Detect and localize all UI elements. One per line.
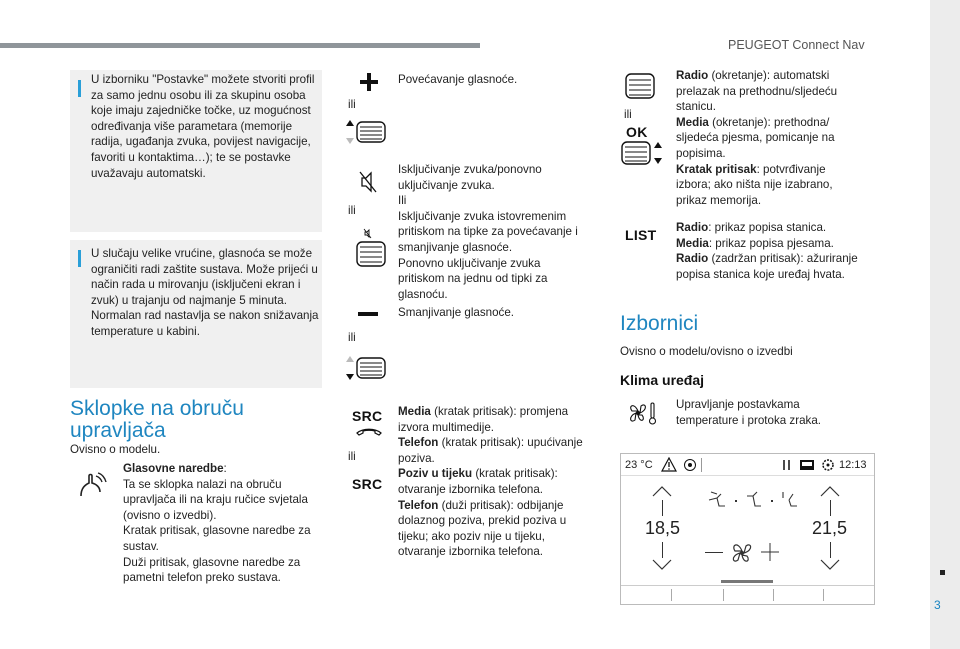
src-call-label: Poziv u tijeku: [398, 467, 473, 481]
media-text: (okretanje): prethodna/ sljedeća pjesma, pomicanje na popisima.: [676, 115, 835, 160]
src-description: [398, 404, 594, 560]
mute-speaker-icon: [358, 170, 378, 194]
voice-label: Glasovne naredbe: [123, 462, 224, 475]
scroll-wheel-ok-icon: [620, 140, 666, 166]
airflow-dot-2: [771, 500, 773, 502]
header-rule: [0, 43, 480, 48]
airflow-windshield-icon[interactable]: [777, 490, 799, 510]
list-radio2-text: (zadržan pritisak): ažuriranje popisa stanica koje uređaj hvata.: [676, 252, 858, 281]
menus-intro: Ovisno o modelu/ovisno o izvedbi: [620, 345, 793, 358]
airflow-dot-1: [735, 500, 737, 502]
src-tel1-text: (kratak pritisak): upućivanje poziva.: [398, 436, 583, 465]
info-note-2-bar: [78, 250, 81, 267]
temp-right: 21,5: [812, 518, 848, 538]
list-media-label: Media: [676, 236, 709, 250]
src-media-label: Media: [398, 405, 431, 418]
info-note-1-bar: [78, 80, 81, 97]
menu-handle[interactable]: [721, 580, 773, 583]
volume-up-text: Povećavanje glasnoće.: [398, 73, 518, 86]
radio-description: [676, 68, 862, 208]
temp-left-bar-top: [662, 500, 663, 516]
src-label-1: SRC: [352, 408, 383, 424]
list-label: LIST: [625, 227, 657, 243]
scroll-wheel-icon: [624, 72, 658, 100]
airflow-feet-icon[interactable]: [743, 490, 765, 510]
left-intro: Ovisno o modelu.: [70, 443, 161, 456]
list-radio-label: Radio: [676, 221, 709, 234]
kratak-text: : potvrđivanje izbora; ako ništa nije izabrano, prikaz memorija.: [676, 162, 833, 207]
menus-heading: Izbornici: [620, 312, 699, 335]
clima-description: Upravljanje postavkama temperature i protoka zraka.: [676, 398, 821, 427]
fan-down-icon[interactable]: [705, 552, 723, 553]
minus-icon: [357, 310, 379, 318]
voice-text-3: Duži pritisak, glasovne naredbe za pametni telefon preko sustava.: [123, 555, 301, 585]
scroll-wheel-down-icon: [346, 354, 388, 382]
heading-line-1: Sklopke na obruču: [70, 397, 244, 420]
temp-left-bar-bottom: [662, 542, 663, 558]
temp-left-up-icon[interactable]: [651, 484, 673, 498]
or-label-1: ili: [348, 98, 356, 111]
temp-right-bar-top: [830, 500, 831, 516]
or-label-3: ili: [348, 331, 356, 344]
src-label-2: SRC: [352, 476, 383, 492]
scroll-wheel-mute-icon: [355, 228, 389, 270]
fan-thermometer-icon: [626, 400, 658, 426]
src-media-text: (kratak pritisak): promjena izvora multimedije.: [398, 405, 569, 434]
signal-icon: [781, 458, 793, 472]
outside-temp: 23 °C: [625, 459, 653, 471]
scroll-wheel-up-icon: [346, 118, 388, 146]
fan-up-icon[interactable]: [761, 543, 779, 561]
bottom-tab-divider-2: [723, 589, 724, 601]
airflow-face-icon[interactable]: [705, 490, 727, 510]
voice-text-2: Kratak pritisak, glasovne naredbe za sustav.: [123, 524, 311, 553]
plus-icon: [359, 72, 379, 92]
phone-handset-icon: [355, 427, 383, 437]
header-title: PEUGEOT Connect Nav: [728, 38, 865, 52]
info-note-1-text: U izborniku "Postavke" možete stvoriti profil za samo jednu osobu ili za skupinu osoba koje imaju zajedničke točke, uz mogućnost određivanja više parametara (memorije radija, ugađanja zvuka, povijest navigacije, favoriti u kontaktima…); te se postavke uvažavaju automatski.: [91, 73, 315, 180]
warning-icon: [661, 457, 677, 472]
temp-right-up-icon[interactable]: [819, 484, 841, 498]
status-divider: [701, 458, 702, 472]
temp-left-down-icon[interactable]: [651, 558, 673, 572]
bottom-tab-divider-3: [773, 589, 774, 601]
radio-label: Radio: [676, 69, 709, 82]
or-label-2: ili: [348, 204, 356, 217]
section-heading-steering-switches: [70, 398, 244, 442]
voice-text-1: Ta se sklopka nalazi na obruču upravljača ili na kraju ručice svjetala (ovisno o izvedbi).: [123, 477, 308, 522]
settings-icon: [821, 458, 835, 472]
list-media-text: : prikaz popisa pjesama.: [708, 236, 834, 250]
kratak-label: Kratak pritisak: [676, 162, 757, 176]
clock: 12:13: [839, 459, 867, 471]
list-radio2-label: Radio: [676, 252, 709, 266]
mute-description: Isključivanje zvuka/ponovno uključivanje zvuka. Ili Isključivanje zvuka istovremenim pritiskom na tipke za povećavanje i smanjivanje glasnoće. Ponovno uključivanje zvuka pritiskom na jednu od tipki za glasnoću.: [398, 163, 578, 301]
clima-heading: Klima uređaj: [620, 372, 705, 388]
climate-screen: [620, 453, 875, 605]
side-strip: [930, 0, 960, 649]
voice-command-icon: [76, 470, 110, 500]
src-tel2-label: Telefon: [398, 498, 439, 512]
phone-screen-icon: [799, 458, 815, 472]
media-label: Media: [676, 115, 709, 129]
temp-left: 18,5: [645, 518, 681, 538]
heading-line-2: upravljača: [70, 419, 166, 442]
bottom-tab-divider-4: [823, 589, 824, 601]
page-marker-square: [940, 570, 945, 575]
fan-icon: [729, 540, 755, 566]
ok-label: OK: [626, 124, 648, 140]
temp-right-bar-bottom: [830, 542, 831, 558]
list-radio-text: : prikaz popisa stanica.: [708, 221, 827, 234]
voice-command-description: Glasovne naredbe: Ta se sklopka nalazi na obruču upravljača ili na kraju ručice svjetala (ovisno o izvedbi). Kratak pritisak, glasovne naredbe za sustav. Duži pritisak, glasovne naredbe za pametni telefon preko sustava.: [123, 461, 323, 586]
volume-down-text: Smanjivanje glasnoće.: [398, 306, 515, 319]
src-call-text: (kratak pritisak): otvaranje izbornika telefona.: [398, 467, 558, 496]
list-description: [676, 220, 866, 282]
radio-text: (okretanje): automatski prelazak na prethodnu/sljedeću stanicu.: [676, 69, 838, 114]
location-icon: [683, 458, 697, 472]
temp-right-down-icon[interactable]: [819, 558, 841, 572]
info-note-2-text: U slučaju velike vrućine, glasnoća se može ograničiti radi zaštite sustava. Može prijeći u način rada u mirovanju (isključeni ekran i zvuk) u trajanju od najmanje 5 minuta. Normalan rad nastavlja se nakon snižavanja temperature u kabini.: [91, 247, 319, 338]
bottom-tab-divider-1: [671, 589, 672, 601]
src-tel1-label: Telefon: [398, 436, 439, 450]
or-label-4: ili: [348, 450, 356, 463]
src-tel2-text: (duži pritisak): odbijanje dolaznog poziva, prekid poziva u tijeku; ako poziv nije u tijeku, otvaranje izbornika telefona.: [398, 498, 567, 559]
or-label-5: ili: [624, 108, 632, 121]
screen-bottom-bar: [621, 585, 874, 604]
page-number: 3: [934, 598, 941, 612]
screen-status-bar: [621, 454, 874, 476]
